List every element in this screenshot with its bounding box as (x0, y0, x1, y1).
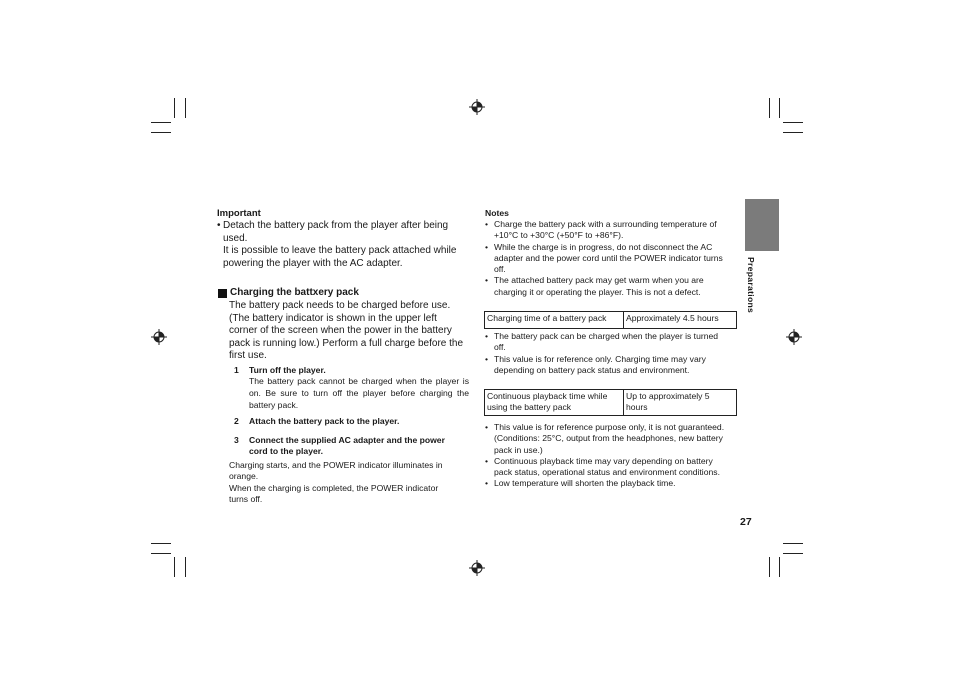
important-line: Detach the battery pack from the player after being (223, 220, 449, 231)
note-item: • This value is for reference purpose only, it is not guaranteed. (Conditions: 25°C, output from the headphones, new battery pack in use.) (485, 422, 725, 455)
bullet-icon: • (485, 455, 489, 466)
section-square-icon (218, 289, 227, 298)
table-cell-label: Charging time of a battery pack (485, 312, 624, 329)
step-number: 2 (234, 416, 239, 426)
crop-mark (151, 553, 171, 554)
registration-mark-icon (469, 99, 485, 115)
step-body: The battery pack cannot be charged when the player is on. Be sure to turn off the player before charging the battery pack. (249, 376, 469, 410)
step-title: Attach the battery pack to the player. (249, 416, 400, 426)
intro-line: first use. (229, 350, 267, 361)
bullet-icon: • (485, 241, 489, 252)
important-line: used. (223, 232, 248, 244)
note-item: • Continuous playback time may vary depending on battery pack status, operational status and environment conditions. (485, 455, 720, 478)
charging-intro (229, 300, 474, 363)
important-line: powering the player with the AC adapter. (223, 257, 403, 269)
step-title: Turn off the player. (249, 365, 326, 375)
step-number: 3 (234, 435, 239, 445)
table-row (485, 312, 737, 329)
section-tab (745, 199, 779, 251)
charging-after (229, 460, 469, 505)
crop-mark (779, 557, 780, 577)
intro-line: corner of the screen when the power in the battery (229, 325, 452, 336)
registration-mark-icon (151, 329, 167, 345)
note-item: • The battery pack can be charged when the player is turned off. (485, 331, 719, 353)
after-line: orange. (229, 471, 259, 482)
crop-mark (151, 122, 171, 123)
section-tab-label: Preparations (746, 257, 756, 314)
bullet-icon: • (485, 478, 489, 489)
registration-mark-icon (786, 329, 802, 345)
crop-mark (174, 98, 175, 118)
registration-mark-icon (469, 560, 485, 576)
table2-notes (485, 422, 738, 490)
playback-time-table (484, 389, 737, 416)
crop-mark (783, 132, 803, 133)
step-title-line: cord to the player. (249, 446, 324, 457)
after-line: When the charging is completed, the POWER indicator (229, 482, 439, 493)
step-number: 1 (234, 365, 239, 375)
crop-mark (779, 98, 780, 118)
note-item: • Low temperature will shorten the playback time. (485, 478, 676, 489)
table-cell-value: Approximately 4.5 hours (624, 312, 737, 329)
bullet-icon: • (485, 275, 489, 286)
bullet-icon: • (485, 219, 489, 229)
bullet-icon: • (485, 422, 489, 432)
table-row (485, 390, 737, 416)
bullet-icon: • (217, 220, 221, 231)
table-cell-value: Up to approximately 5 hours (624, 390, 737, 416)
crop-mark (783, 553, 803, 554)
important-block (217, 220, 467, 270)
crop-mark (769, 557, 770, 577)
note-item: • This value is for reference only. Charging time may vary depending on battery pack status and environment. (485, 353, 706, 375)
note-item: • Charge the battery pack with a surrounding temperature of +10°C to +30°C (+50°F to +86°F). (485, 219, 717, 241)
section-heading: Charging the battxery pack (230, 287, 359, 298)
crop-mark (151, 543, 171, 544)
note-item: • While the charge is in progress, do not disconnect the AC adapter and the power cord until the POWER indicator turns off. (485, 241, 723, 275)
bullet-icon: • (485, 331, 489, 341)
important-line: It is possible to leave the battery pack attached while (223, 245, 457, 256)
intro-line: (The battery indicator is shown in the upper left (229, 312, 437, 324)
important-title: Important (217, 208, 261, 219)
crop-mark (151, 132, 171, 133)
table-cell-label: Continuous playback time while using the battery pack (485, 390, 624, 416)
crop-mark (185, 98, 186, 118)
after-line: Charging starts, and the POWER indicator illuminates in (229, 460, 443, 470)
crop-mark (174, 557, 175, 577)
step-title-line: Connect the supplied AC adapter and the power (249, 435, 445, 445)
notes-list (485, 219, 737, 298)
intro-line: The battery pack needs to be charged before use. (229, 300, 451, 311)
crop-mark (783, 543, 803, 544)
crop-mark (769, 98, 770, 118)
notes-title: Notes (485, 208, 509, 218)
charging-time-table (484, 311, 737, 329)
table1-notes (485, 331, 737, 376)
note-item: • The attached battery pack may get warm when you are charging it or operating the player. This is not a defect. (485, 275, 704, 297)
intro-line: pack is running low.) Perform a full charge before the (229, 337, 464, 349)
bullet-icon: • (485, 353, 489, 364)
crop-mark (783, 122, 803, 123)
page-number: 27 (740, 516, 752, 528)
crop-mark (185, 557, 186, 577)
after-line: turns off. (229, 493, 263, 504)
step-title (249, 435, 474, 458)
